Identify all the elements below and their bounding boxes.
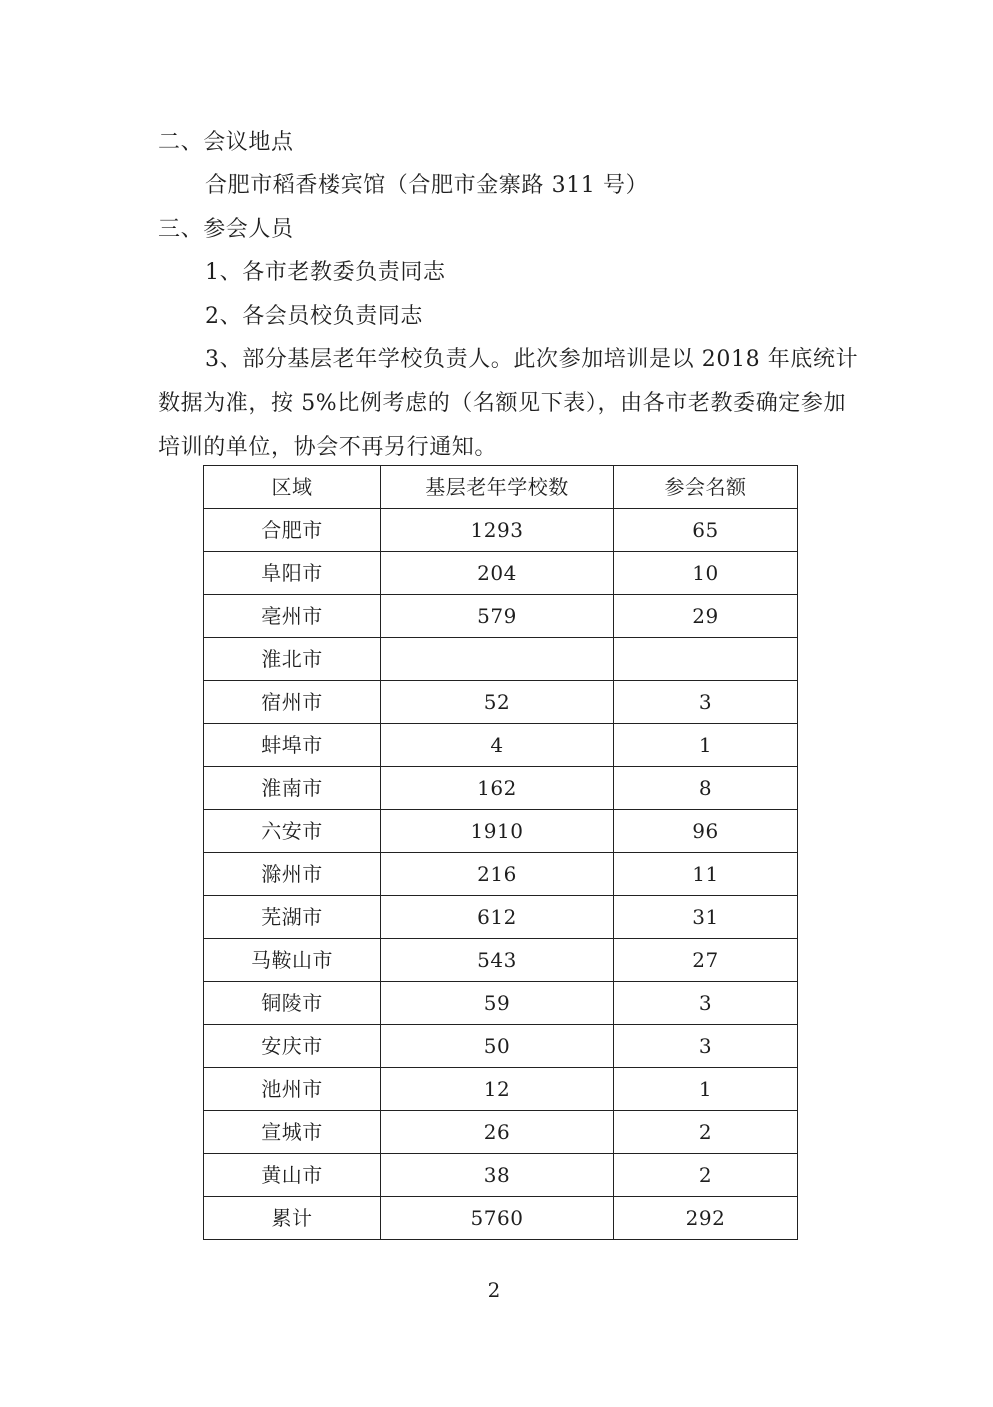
table-row xyxy=(204,767,798,810)
cell-region: 六安市 xyxy=(204,810,381,853)
header-school-count: 基层老年学校数 xyxy=(381,466,614,509)
table-body xyxy=(204,509,798,1197)
table-total-row xyxy=(204,1197,798,1240)
cell-quota: 10 xyxy=(614,552,798,595)
cell-region: 池州市 xyxy=(204,1068,381,1111)
cell-school-count: 50 xyxy=(381,1025,614,1068)
table-row xyxy=(204,810,798,853)
cell-region: 淮北市 xyxy=(204,638,381,681)
cell-school-count: 52 xyxy=(381,681,614,724)
cell-school-count: 612 xyxy=(381,896,614,939)
section3-heading: 三、参会人员 xyxy=(158,217,294,242)
table-row xyxy=(204,1111,798,1154)
attendee-item-3-line-2: 数据为准，按 5%比例考虑的（名额见下表），由各市老教委确定参加 xyxy=(158,391,847,416)
cell-region: 合肥市 xyxy=(204,509,381,552)
cell-region: 宣城市 xyxy=(204,1111,381,1154)
cell-school-count: 1910 xyxy=(381,810,614,853)
cell-region: 阜阳市 xyxy=(204,552,381,595)
total-label: 累计 xyxy=(204,1197,381,1240)
cell-region: 蚌埠市 xyxy=(204,724,381,767)
table-row xyxy=(204,1154,798,1197)
table-header-row xyxy=(204,466,798,509)
attendee-item-3-line-3: 培训的单位，协会不再另行通知。 xyxy=(158,435,498,460)
section2-heading: 二、会议地点 xyxy=(158,130,294,155)
cell-quota xyxy=(614,638,798,681)
cell-quota: 3 xyxy=(614,982,798,1025)
table-row xyxy=(204,681,798,724)
cell-region: 淮南市 xyxy=(204,767,381,810)
table-row xyxy=(204,552,798,595)
cell-region: 铜陵市 xyxy=(204,982,381,1025)
table-row xyxy=(204,509,798,552)
cell-quota: 1 xyxy=(614,1068,798,1111)
attendee-item-3-line-1: 3、部分基层老年学校负责人。此次参加培训是以 2018 年底统计 xyxy=(205,347,859,372)
table-row xyxy=(204,595,798,638)
cell-region: 马鞍山市 xyxy=(204,939,381,982)
cell-quota: 31 xyxy=(614,896,798,939)
cell-school-count: 216 xyxy=(381,853,614,896)
cell-school-count: 26 xyxy=(381,1111,614,1154)
cell-school-count: 543 xyxy=(381,939,614,982)
table-row xyxy=(204,896,798,939)
total-quota: 292 xyxy=(614,1197,798,1240)
attendee-item-1: 1、各市老教委负责同志 xyxy=(205,260,446,285)
cell-school-count: 579 xyxy=(381,595,614,638)
table-row xyxy=(204,724,798,767)
cell-region: 芜湖市 xyxy=(204,896,381,939)
cell-quota: 27 xyxy=(614,939,798,982)
cell-school-count: 1293 xyxy=(381,509,614,552)
table-row xyxy=(204,638,798,681)
cell-region: 安庆市 xyxy=(204,1025,381,1068)
cell-quota: 2 xyxy=(614,1154,798,1197)
cell-school-count xyxy=(381,638,614,681)
table-row xyxy=(204,1068,798,1111)
meeting-venue: 合肥市稻香楼宾馆（合肥市金寨路 311 号） xyxy=(205,173,649,198)
cell-quota: 3 xyxy=(614,681,798,724)
cell-region: 亳州市 xyxy=(204,595,381,638)
header-region: 区域 xyxy=(204,466,381,509)
page-number: 2 xyxy=(487,1278,501,1302)
cell-quota: 3 xyxy=(614,1025,798,1068)
quota-table xyxy=(203,465,798,1240)
cell-quota: 65 xyxy=(614,509,798,552)
total-school-count: 5760 xyxy=(381,1197,614,1240)
table-row xyxy=(204,982,798,1025)
table-row xyxy=(204,853,798,896)
header-quota: 参会名额 xyxy=(614,466,798,509)
cell-school-count: 204 xyxy=(381,552,614,595)
cell-quota: 96 xyxy=(614,810,798,853)
cell-region: 黄山市 xyxy=(204,1154,381,1197)
table-row xyxy=(204,939,798,982)
cell-quota: 29 xyxy=(614,595,798,638)
cell-quota: 2 xyxy=(614,1111,798,1154)
cell-school-count: 162 xyxy=(381,767,614,810)
cell-region: 宿州市 xyxy=(204,681,381,724)
cell-quota: 11 xyxy=(614,853,798,896)
attendee-item-2: 2、各会员校负责同志 xyxy=(205,304,423,329)
cell-school-count: 12 xyxy=(381,1068,614,1111)
cell-quota: 8 xyxy=(614,767,798,810)
cell-school-count: 4 xyxy=(381,724,614,767)
cell-quota: 1 xyxy=(614,724,798,767)
cell-school-count: 59 xyxy=(381,982,614,1025)
cell-region: 滁州市 xyxy=(204,853,381,896)
table-row xyxy=(204,1025,798,1068)
cell-school-count: 38 xyxy=(381,1154,614,1197)
